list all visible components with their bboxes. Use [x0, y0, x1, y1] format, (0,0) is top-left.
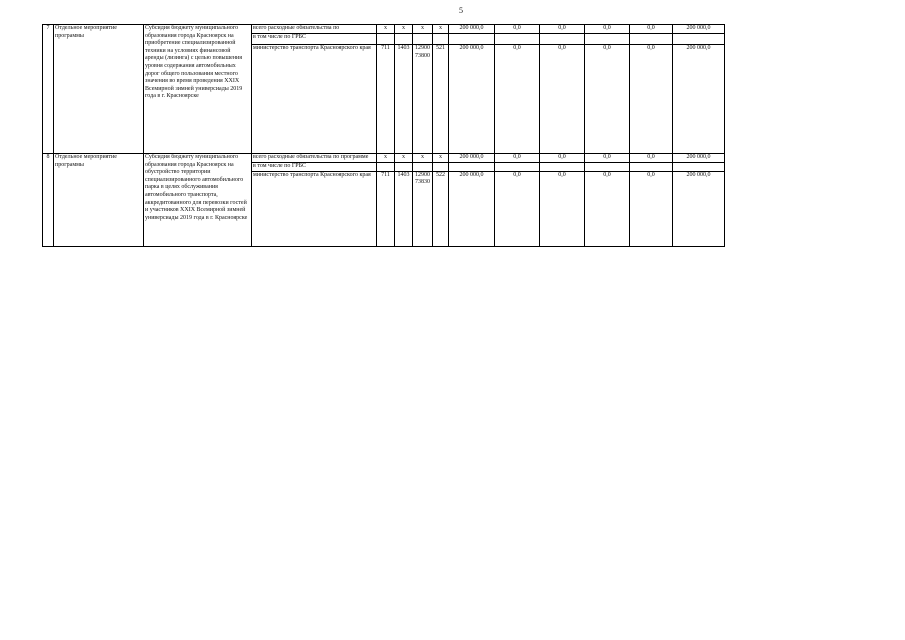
code-target-a: 12900 — [415, 171, 430, 178]
total-value: 200 000,0 — [449, 154, 495, 163]
total-value: 200 000,0 — [673, 25, 725, 34]
page-number: 5 — [459, 6, 463, 15]
total-value: 0,0 — [495, 154, 540, 163]
grbs-value: 200 000,0 — [673, 45, 725, 154]
event-description: Субсидия бюджету муниципального образования города Красноярск на обустройство территории специализированного автомобильного парка в целях обслуживания автомобильного транспорта, аккредитованного для перевозки гостей и участников XXIX Всемирной зимней универсиады 2019 года в г. Красноярске — [144, 154, 252, 247]
code-target-b: 73800 — [415, 52, 430, 59]
code-target — [413, 45, 433, 154]
event-type: Отдельное мероприятие программы — [54, 25, 144, 154]
grbs-value: 0,0 — [630, 171, 673, 246]
code-section: 1403 — [395, 171, 413, 246]
code-target-b: 73830 — [415, 179, 430, 186]
event-type: Отдельное мероприятие программы — [54, 154, 144, 247]
x-cell: x — [433, 25, 449, 34]
grbs-value: 200 000,0 — [449, 171, 495, 246]
grbs-value: 0,0 — [495, 45, 540, 154]
table-row — [43, 25, 725, 34]
row-number: 7 — [43, 25, 54, 154]
grbs-value: 0,0 — [540, 171, 585, 246]
x-cell: x — [413, 25, 433, 34]
incl-label: в том числе по ГРБС — [252, 34, 377, 45]
code-type: 522 — [433, 171, 449, 246]
grbs-value: 200 000,0 — [673, 171, 725, 246]
x-cell: x — [395, 154, 413, 163]
code-target — [413, 171, 433, 246]
grbs-value: 0,0 — [630, 45, 673, 154]
x-cell: x — [395, 25, 413, 34]
x-cell: x — [377, 25, 395, 34]
table-row — [43, 154, 725, 163]
total-value: 0,0 — [540, 154, 585, 163]
grbs-value: 0,0 — [495, 171, 540, 246]
code-section: 1403 — [395, 45, 413, 154]
grbs-value: 200 000,0 — [449, 45, 495, 154]
row-number: 8 — [43, 154, 54, 247]
grbs-name: министерство транспорта Красноярского края — [252, 171, 377, 246]
grbs-value: 0,0 — [540, 45, 585, 154]
x-cell: x — [433, 154, 449, 163]
budget-table — [42, 24, 725, 247]
grbs-name: министерство транспорта Красноярского края — [252, 45, 377, 154]
total-value: 200 000,0 — [673, 154, 725, 163]
grbs-value: 0,0 — [585, 171, 630, 246]
total-value: 0,0 — [585, 154, 630, 163]
total-label: всего расходные обязательства по программе — [252, 154, 377, 163]
total-value: 0,0 — [630, 25, 673, 34]
incl-label: в том числе по ГРБС — [252, 163, 377, 172]
grbs-value: 0,0 — [585, 45, 630, 154]
total-value: 0,0 — [630, 154, 673, 163]
code-target-a: 12900 — [415, 45, 430, 51]
code-type: 521 — [433, 45, 449, 154]
event-description: Субсидия бюджету муниципального образования города Красноярск на приобретение специализированной техники на условиях финансовой аренды (лизинга) с целью повышения уровня содержания автомобильных дорог общего пользования местного значения во время проведения XXIX Всемирной зимней универсиады 2019 года в г. Красноярске — [144, 25, 252, 154]
total-value: 0,0 — [585, 25, 630, 34]
code-grbs: 711 — [377, 171, 395, 246]
x-cell: x — [377, 154, 395, 163]
total-value: 200 000,0 — [449, 25, 495, 34]
x-cell: x — [413, 154, 433, 163]
code-grbs: 711 — [377, 45, 395, 154]
total-label: всего расходные обязательства по — [252, 25, 377, 34]
total-value: 0,0 — [540, 25, 585, 34]
total-value: 0,0 — [495, 25, 540, 34]
